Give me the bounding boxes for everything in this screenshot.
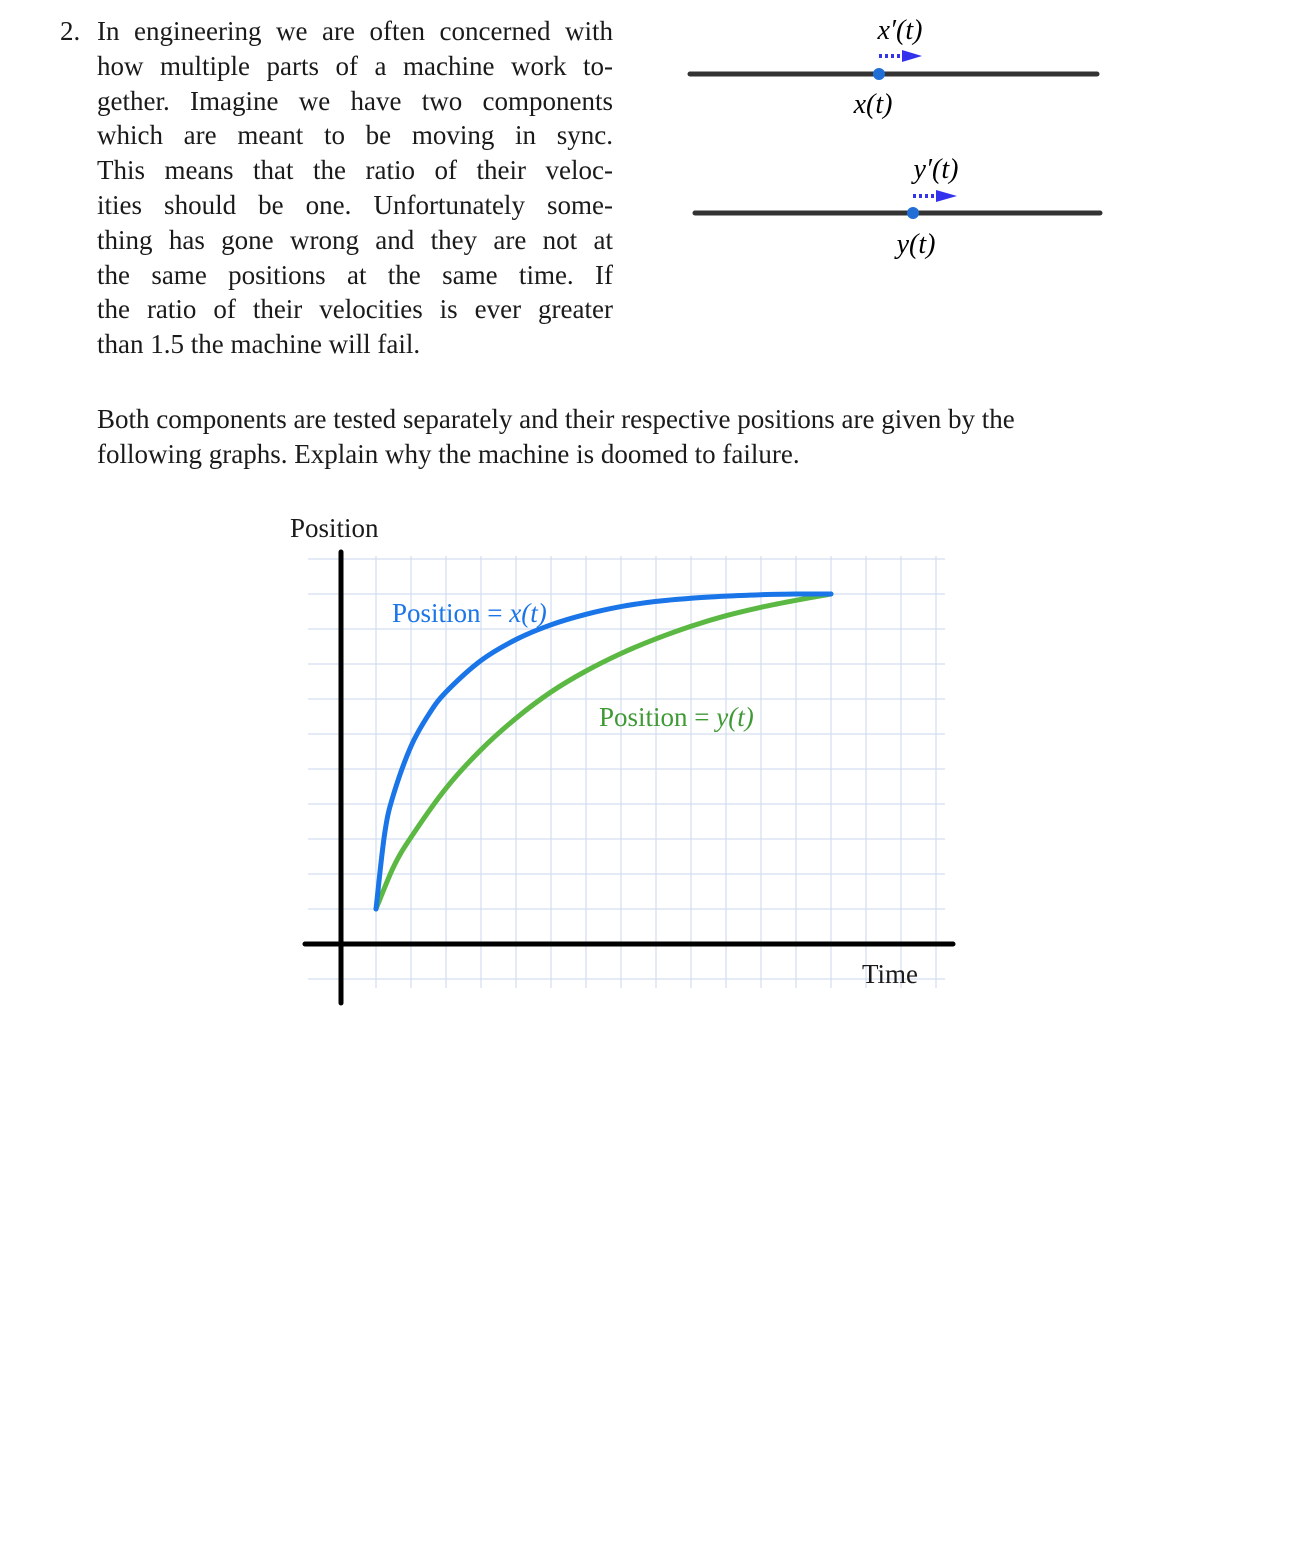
instruction-line: following graphs. Explain why the machine is doomed to failure. (97, 439, 800, 469)
problem-line: In engineering we are often concerned with (97, 16, 613, 46)
x-axis-label: Time (862, 959, 919, 989)
top-velocity-label: x′(t) (877, 15, 923, 46)
instruction-line: Both components are tested separately and their respective positions are given by the (97, 404, 1015, 434)
problem-line: the same positions at the same time. If (97, 259, 613, 290)
bottom-position-label: y(t) (896, 229, 936, 260)
top-position-label: x(t) (853, 89, 893, 120)
y-axis-label: Position (290, 513, 379, 543)
series-line-x (376, 594, 831, 909)
series-label-y-fn: y(t) (716, 702, 754, 732)
problem-line: than 1.5 the machine will fail. (97, 329, 421, 360)
problem-line: which are meant to be moving in sync. (97, 120, 613, 151)
problem-line: ities should be one. Unfortunately some- (97, 189, 613, 220)
problem-line: the ratio of their velocities is ever greater (97, 294, 613, 325)
series-line-y (376, 594, 831, 909)
problem-line: thing has gone wrong and they are not at (97, 224, 613, 255)
series-label-x-fn: x(t) (509, 598, 547, 628)
series-label-y (599, 702, 754, 732)
series-label-y-prefix: Position = (599, 702, 717, 732)
problem-line: how multiple parts of a machine work to- (97, 50, 613, 81)
series-label-x-prefix: Position = (392, 598, 510, 628)
problem-number: 2. (60, 16, 81, 46)
series-label-x (392, 598, 547, 628)
problem-line: This means that the ratio of their veloc- (97, 155, 613, 186)
chart-curves (376, 594, 831, 909)
bottom-velocity-label: y′(t) (913, 154, 959, 185)
problem-line: gether. Imagine we have two components (97, 85, 613, 116)
